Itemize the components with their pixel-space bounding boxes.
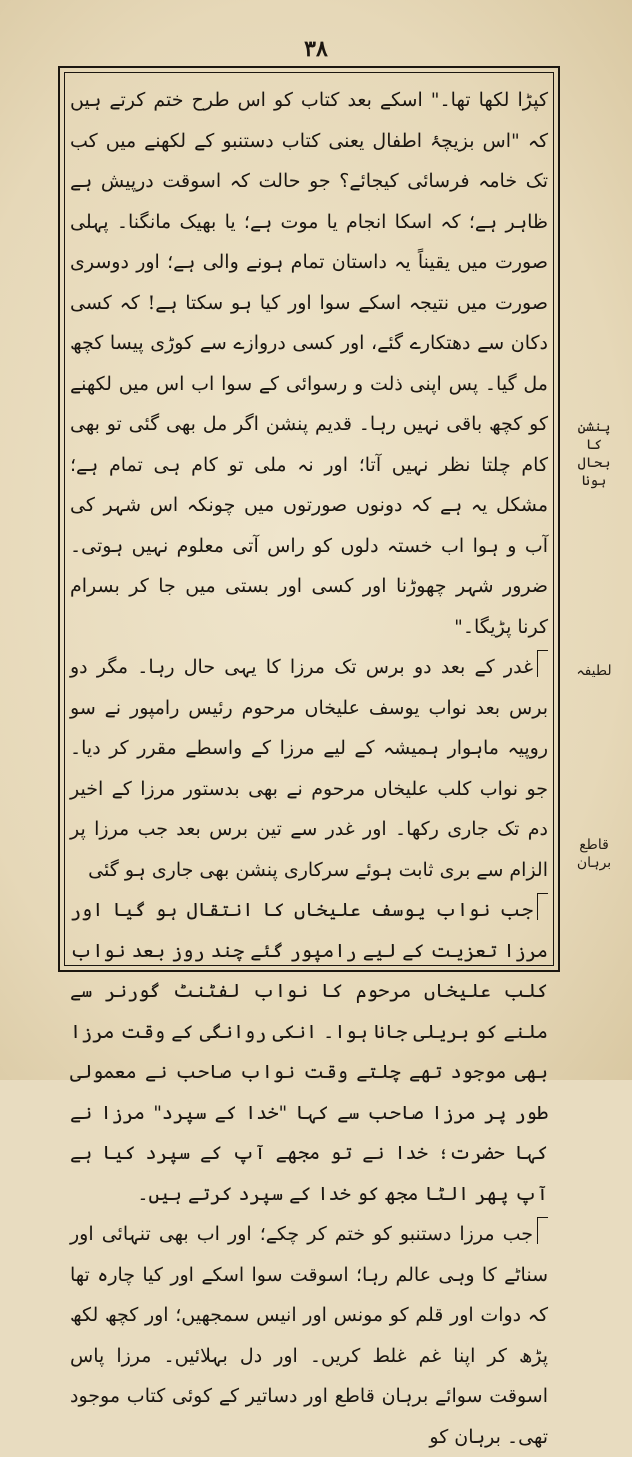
paragraph-bracket-mark (537, 893, 548, 920)
paragraph-text: کپڑا لکھا تھا۔" اسکے بعد کتاب کو اس طرح ختم کرتے ہیں کہ "اس بزیچۂ اطفال یعنی کتاب دستنبو کے لکھنے میں کب تک خامہ فرسائی کیجائے؟ جو حالت کہ اسوقت درپیش ہے ظاہر ہے؛ کہ اسکا انجام یا موت ہے؛ یا بھیک مانگنا۔ پہلی صورت میں یقیناً یہ داستان تمام ہونے والی ہے؛ اور دوسری صورت میں نتیجہ اسکے سوا اور کیا ہو سکتا ہے! کہ کسی دکان سے دھتکارے گئے، اور کسی دروازے سے کوڑی پیسا کچھ مل گیا۔ پس اپنی ذلت و رسوائی کے سوا اب اس میں لکھنے کو کچھ باقی نہیں رہا۔ قدیم پنشن اگر مل بھی گئی تو بھی کام چلتا نظر نہیں آتا؛ اور نہ ملی تو کام ہی تمام ہے؛ مشکل یہ ہے کہ دونوں صورتوں میں چونکہ اس شہر کی آب و ہوا اب خستہ دلوں کو راس آتی معلوم نہیں ہوتی۔ ضرور شہر چھوڑنا اور کسی اور بستی میں جا کر بسرام کرنا پڑیگا۔" (70, 89, 548, 638)
margin-note: پنشن کا بحال ہونا (577, 419, 611, 489)
paragraph (70, 647, 548, 890)
paragraph (70, 890, 548, 1214)
margin-note: قاطع برہان (576, 837, 612, 871)
paragraph-text: غدر کے بعد دو برس تک مرزا کا یہی حال رہا۔ مگر دو برس بعد نواب یوسف علیخاں مرحوم رئیس رامپور نے سو روپیہ ماہوار ہمیشہ کے لیے مرزا کے واسطے مقرر کر دیا۔ جو نواب کلب علیخاں مرحوم نے بھی بدستور مرزا کے اخیر دم تک جاری رکھا۔ اور غدر سے تین برس بعد جب مرزا پر الزام سے بری ثابت ہوئے سرکاری پنشن بھی جاری ہو گئی (70, 656, 548, 881)
page-number: ۳۸ (304, 36, 328, 62)
margin-note: لطیفہ (576, 663, 612, 679)
paragraph-text: جب نواب یوسف علیخاں کا انتقال ہو گیا اور مرزا تعزیت کے لیے رامپور گئے چند روز بعد نواب کلب علیخاں مرحوم کا نواب لفٹنٹ گورنر سے ملنے کو بریلی جانا ہوا۔ انکی روانگی کے وقت مرزا بھی موجود تھے چلتے وقت نواب صاحب نے معمولی طور پر مرزا صاحب سے کہا "خدا کے سپرد" مرزا نے کہا حضرت؛ خدا نے تو مجھے آپ کے سپرد کیا ہے آپ پھر الٹا مجھ کو خدا کے سپرد کرتے ہیں۔ (70, 899, 548, 1205)
paragraph (70, 1214, 548, 1457)
paragraph (70, 80, 548, 647)
paragraph-bracket-mark (537, 650, 548, 677)
paragraph-text: جب مرزا دستنبو کو ختم کر چکے؛ اور اب بھی تنہائی اور سناٹے کا وہی عالم رہا؛ اسوقت سوا اسکے اور کیا چارہ تھا کہ دوات اور قلم کو مونس اور انیس سمجھیں؛ اور کچھ لکھ پڑھ کر اپنا غم غلط کریں۔ اور دل بہلائیں۔ مرزا پاس اسوقت سوائے برہان قاطع اور دساتیر کے کوئی کتاب موجود تھی۔ برہان کو (70, 1223, 548, 1448)
paragraph-bracket-mark (537, 1217, 548, 1244)
body-text (70, 80, 548, 1448)
